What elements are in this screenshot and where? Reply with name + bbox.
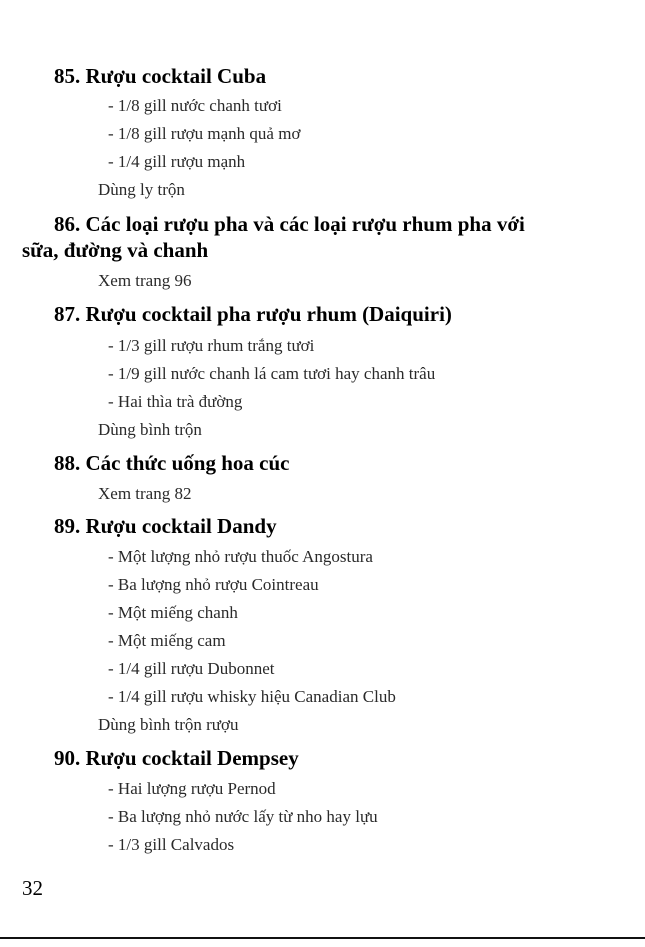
recipe-87-ingredient-2: - 1/9 gill nước chanh lá cam tươi hay chanh trâu [108,364,436,383]
recipe-87-ingredient-1: - 1/3 gill rượu rhum trắng tươi [108,336,315,355]
recipe-89-ingredient-4: - Một miếng cam [108,631,226,650]
recipe-88-note: Xem trang 82 [98,484,192,503]
recipe-85-ingredient-3: - 1/4 gill rượu mạnh [108,152,246,171]
recipe-89-ingredient-1: - Một lượng nhỏ rượu thuốc Angostura [108,547,373,566]
recipe-86-note: Xem trang 96 [98,271,192,290]
recipe-85-ingredient-2: - 1/8 gill rượu mạnh quả mơ [108,124,301,143]
recipe-87-title: 87. Rượu cocktail pha rượu rhum (Daiquiri) [54,302,452,326]
recipe-89-ingredient-6: - 1/4 gill rượu whisky hiệu Canadian Club [108,687,396,706]
recipe-87-note: Dùng bình trộn [98,420,202,439]
recipe-88-title: 88. Các thức uống hoa cúc [54,451,290,475]
page-number: 32 [22,876,43,900]
recipe-89-ingredient-5: - 1/4 gill rượu Dubonnet [108,659,275,678]
recipe-90-ingredient-2: - Ba lượng nhỏ nước lấy từ nho hay lựu [108,807,378,826]
recipe-89-ingredient-2: - Ba lượng nhỏ rượu Cointreau [108,575,319,594]
recipe-90-ingredient-1: - Hai lượng rượu Pernod [108,779,276,798]
recipe-86-title-line2: sữa, đường và chanh [22,238,209,262]
recipe-85-note: Dùng ly trộn [98,180,185,199]
recipe-89-title: 89. Rượu cocktail Dandy [54,514,277,538]
recipe-89-note: Dùng bình trộn rượu [98,715,239,734]
recipe-90-title: 90. Rượu cocktail Dempsey [54,746,299,770]
recipe-89-ingredient-3: - Một miếng chanh [108,603,238,622]
recipe-85-title: 85. Rượu cocktail Cuba [54,64,267,88]
recipe-86-title-line1: 86. Các loại rượu pha và các loại rượu rhum pha với [54,212,525,236]
recipe-85-ingredient-1: - 1/8 gill nước chanh tươi [108,96,282,115]
recipe-87-ingredient-3: - Hai thìa trà đường [108,392,243,411]
recipe-90-ingredient-3: - 1/3 gill Calvados [108,835,235,854]
bottom-edge-rule [0,937,645,939]
